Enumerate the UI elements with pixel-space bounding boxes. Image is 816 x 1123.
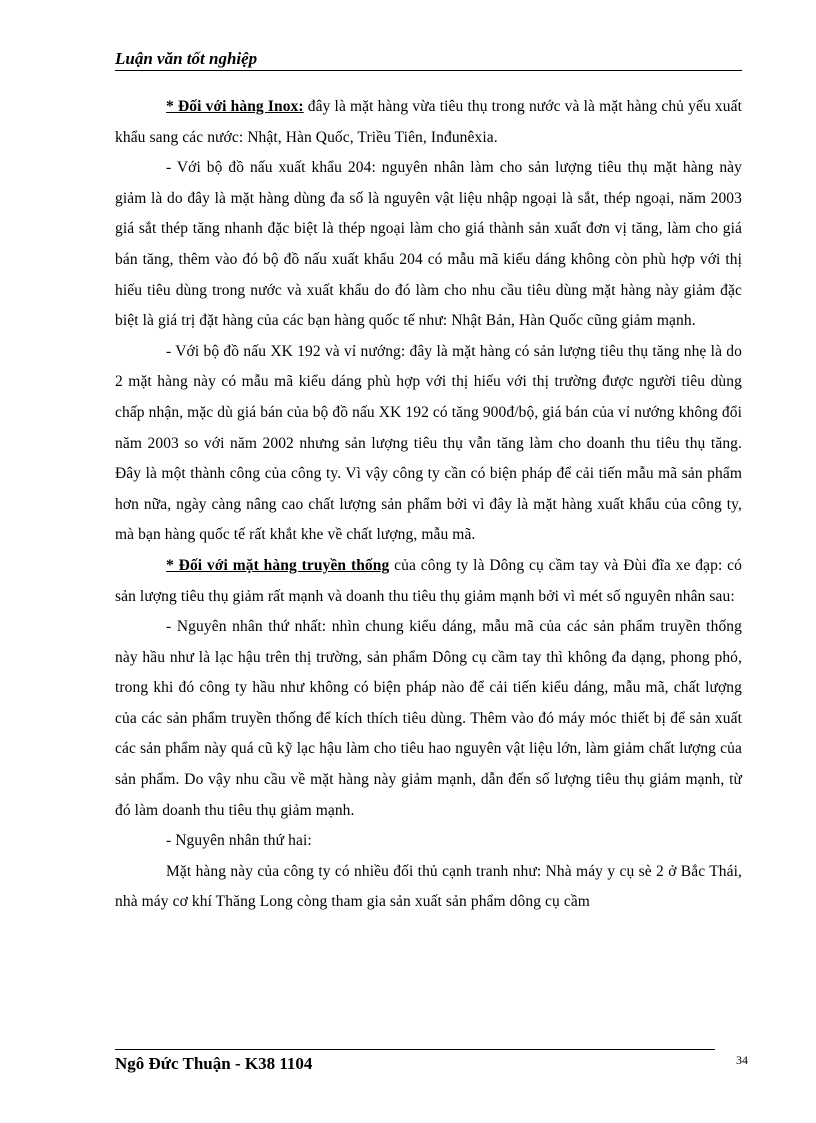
paragraph-text: - Với bộ đồ nấu xuất khẩu 204: nguyên nhân làm cho sản lượng tiêu thụ mặt hàng này giảm là do đây là mặt hàng dùng đa số là nguyên vật liệu nhập ngoại là sắt, thép ngoại, năm 2003 giá sắt thép tăng nhanh đặc biệt là thép ngoại làm cho giá thành sản xuất đơn vị tăng, làm cho giá bán tăng, thêm vào đó bộ đồ nấu xuất khẩu 204 có mẫu mã kiểu dáng không còn phù hợp với thị hiếu tiêu dùng trong nước và xuất khẩu do đó làm cho nhu cầu tiêu dùng mặt hàng này giảm đặc biệt là giá trị đặt hàng của các bạn hàng quốc tế như: Nhật Bản, Hàn Quốc cũng giảm mạnh. <box>115 159 742 330</box>
footer-author: Ngô Đức Thuận - K38 1104 <box>115 1054 313 1073</box>
paragraph-text: - Với bộ đồ nấu XK 192 và vỉ nướng: đây là mặt hàng có sản lượng tiêu thụ tăng nhẹ là do 2 mặt hàng này có mẫu mã kiểu dáng phù hợp với thị hiếu với thị trường được người tiêu dùng chấp nhận, mặc dù giá bán của bộ đồ nấu XK 192 có tăng 900đ/bộ, giá bán của vỉ nướng không đổi năm 2003 so với năm 2002 nhưng sản lượng tiêu thụ vẫn tăng làm cho doanh thu tiêu thụ tăng. Đây là một thành công của công ty. Vì vậy công ty cần có biện pháp để cải tiến mẫu mã sản phẩm hơn nữa, ngày càng nâng cao chất lượng sản phẩm bởi vì đây là mặt hàng xuất khẩu của công ty, mà bạn hàng quốc tế rất khắt khe về chất lượng, mẫu mã. <box>115 342 742 544</box>
paragraph-text: của công ty là Dông cụ cầm tay và Đùi đĩa xe đạp: có sản lượng tiêu thụ giảm rất mạnh và doanh thu tiêu thụ giảm mạnh bởi vì mét số nguyên nhân sau: <box>115 556 742 605</box>
paragraph-xk204 <box>115 153 742 337</box>
paragraph-reason-1 <box>115 612 742 826</box>
paragraph-inox <box>115 92 742 153</box>
paragraph-xk192 <box>115 337 742 551</box>
document-body <box>115 92 742 918</box>
paragraph-text: - Nguyên nhân thứ hai: <box>166 832 312 850</box>
paragraph-reason-2 <box>115 826 742 857</box>
page-number: 34 <box>736 1053 748 1067</box>
header-rule <box>115 70 742 71</box>
paragraph-traditional <box>115 551 742 612</box>
paragraph-text: Mặt hàng này của công ty có nhiều đối thủ cạnh tranh như: Nhà máy y cụ sè 2 ở Bắc Thái, nhà máy cơ khí Thăng Long còng tham gia sản xuất sản phẩm dông cụ cầm <box>115 862 742 911</box>
paragraph-lead: * Đối với mặt hàng truyền thống <box>166 556 390 574</box>
header-title: Luận văn tốt nghiệp <box>115 49 258 68</box>
paragraph-text: đây là mặt hàng vừa tiêu thụ trong nước và là mặt hàng chủ yếu xuất khẩu sang các nước: Nhật, Hàn Quốc, Triều Tiên, Inđunêxia. <box>115 98 742 146</box>
paragraph-lead: * Đối với hàng Inox: <box>166 98 304 115</box>
paragraph-competitors <box>115 857 742 918</box>
paragraph-text: - Nguyên nhân thứ nhất: nhìn chung kiểu dáng, mẫu mã của các sản phẩm truyền thống này hầu như là lạc hậu trên thị trường, sản phẩm Dông cụ cầm tay thì không đa dạng, phong phó, trong khi đó công ty hầu như không có biện pháp nào để cải tiến kiểu dáng, mẫu mã, chất lượng của các sản phẩm truyền thống để kích thích tiêu dùng. Thêm vào đó máy móc thiết bị để sản xuất các sản phẩm này quá cũ kỹ lạc hậu làm cho tiêu hao nguyên vật liệu lớn, làm giảm chất lượng của sản phẩm. Do vậy nhu cầu về mặt hàng này giảm mạnh, dẫn đến số lượng tiêu thụ giảm mạnh, từ đó làm doanh thu tiêu thụ giảm mạnh. <box>115 618 742 819</box>
footer-rule <box>115 1049 715 1050</box>
